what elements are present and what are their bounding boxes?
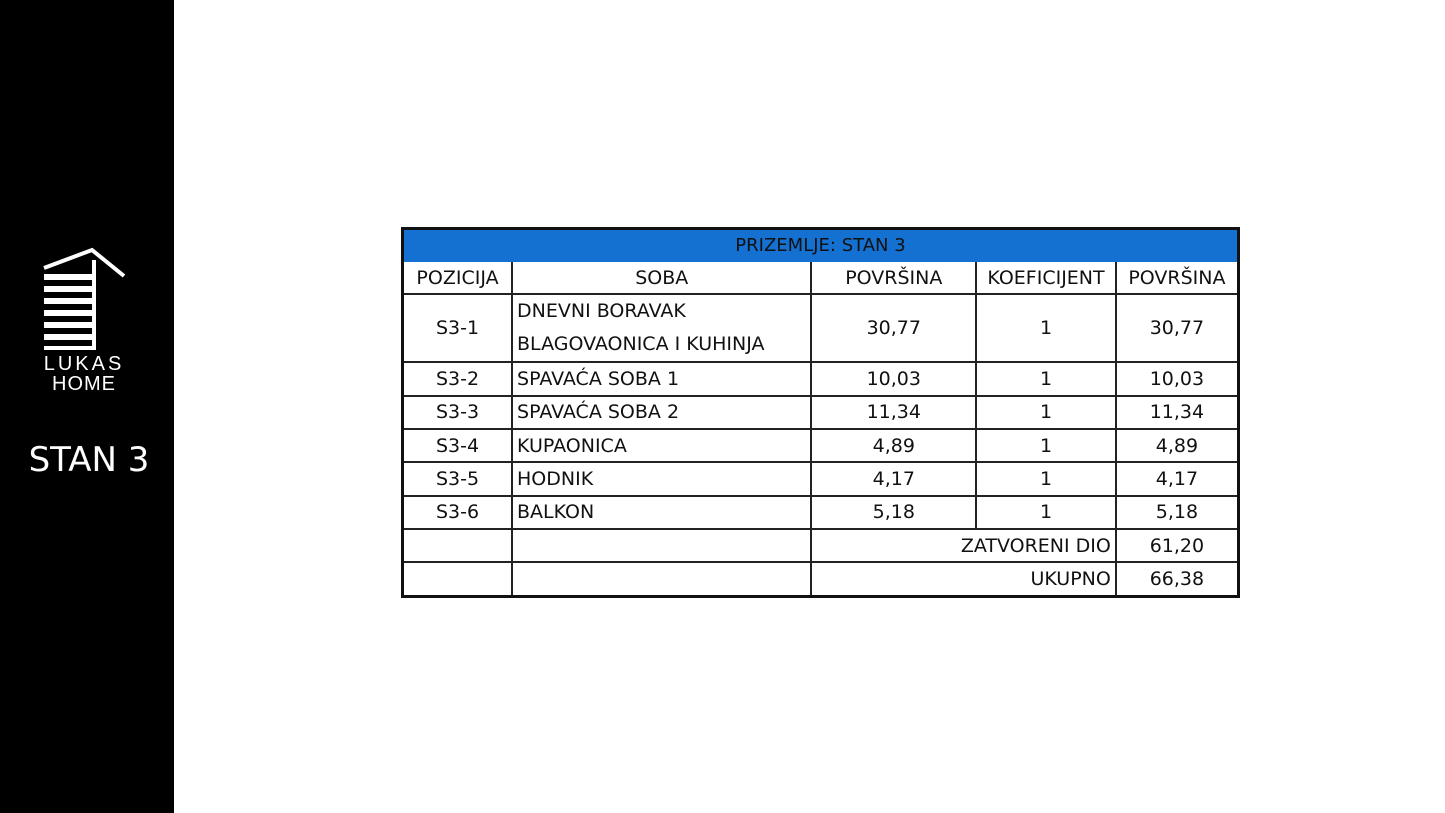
cell-povrsina: 4,89 xyxy=(811,429,976,462)
cell-koeficijent: 1 xyxy=(976,462,1116,495)
table-row xyxy=(403,396,1239,429)
empty-cell xyxy=(512,529,811,562)
logo-text-lukas: LUKAS xyxy=(43,353,125,375)
cell-soba: SPAVAĆA SOBA 1 xyxy=(512,362,811,395)
cell-pozicija: S3-6 xyxy=(403,496,513,529)
cell-koeficijent: 1 xyxy=(976,396,1116,429)
table-title: PRIZEMLJE: STAN 3 xyxy=(403,229,1239,262)
table-row xyxy=(403,496,1239,529)
logo-text-home: HOME xyxy=(52,373,116,395)
table-header-row xyxy=(403,261,1239,294)
cell-soba: SPAVAĆA SOBA 2 xyxy=(512,396,811,429)
table-row xyxy=(403,462,1239,495)
table-row xyxy=(403,429,1239,462)
total-value: 61,20 xyxy=(1116,529,1239,562)
cell-koeficijent: 1 xyxy=(976,294,1116,362)
cell-pozicija: S3-1 xyxy=(403,294,513,362)
col-header-pozicija: POZICIJA xyxy=(403,261,513,294)
cell-koeficijent: 1 xyxy=(976,496,1116,529)
col-header-koeficijent: KOEFICIJENT xyxy=(976,261,1116,294)
cell-soba: KUPAONICA xyxy=(512,429,811,462)
col-header-povrsina: POVRŠINA xyxy=(811,261,976,294)
cell-povrsina-2: 4,89 xyxy=(1116,429,1239,462)
table-row xyxy=(403,362,1239,395)
building-icon xyxy=(30,246,138,351)
empty-cell xyxy=(403,562,513,596)
sidebar xyxy=(0,0,174,813)
cell-povrsina: 4,17 xyxy=(811,462,976,495)
cell-soba: HODNIK xyxy=(512,462,811,495)
cell-povrsina: 11,34 xyxy=(811,396,976,429)
empty-cell xyxy=(512,562,811,596)
cell-pozicija: S3-2 xyxy=(403,362,513,395)
totals-row-ukupno xyxy=(403,562,1239,596)
cell-soba: BALKON xyxy=(512,496,811,529)
col-header-soba: SOBA xyxy=(512,261,811,294)
cell-povrsina-2: 30,77 xyxy=(1116,294,1239,362)
cell-pozicija: S3-3 xyxy=(403,396,513,429)
empty-cell xyxy=(403,529,513,562)
cell-povrsina: 10,03 xyxy=(811,362,976,395)
lukas-home-logo xyxy=(30,246,138,398)
area-table xyxy=(401,227,1240,598)
cell-povrsina-2: 4,17 xyxy=(1116,462,1239,495)
sidebar-title: STAN 3 xyxy=(28,440,150,480)
cell-soba xyxy=(512,294,811,362)
cell-koeficijent: 1 xyxy=(976,429,1116,462)
total-label: ZATVORENI DIO xyxy=(811,529,1115,562)
cell-povrsina-2: 5,18 xyxy=(1116,496,1239,529)
cell-povrsina-2: 11,34 xyxy=(1116,396,1239,429)
table-row xyxy=(403,294,1239,362)
cell-pozicija: S3-4 xyxy=(403,429,513,462)
cell-povrsina: 30,77 xyxy=(811,294,976,362)
cell-koeficijent: 1 xyxy=(976,362,1116,395)
cell-povrsina: 5,18 xyxy=(811,496,976,529)
cell-povrsina-2: 10,03 xyxy=(1116,362,1239,395)
cell-soba-line2: BLAGOVAONICA I KUHINJA xyxy=(517,333,765,356)
cell-soba-line1: DNEVNI BORAVAK xyxy=(517,300,686,323)
totals-row-zatvoreni xyxy=(403,529,1239,562)
cell-pozicija: S3-5 xyxy=(403,462,513,495)
total-value: 66,38 xyxy=(1116,562,1239,596)
col-header-povrsina-2: POVRŠINA xyxy=(1116,261,1239,294)
total-label: UKUPNO xyxy=(811,562,1115,596)
